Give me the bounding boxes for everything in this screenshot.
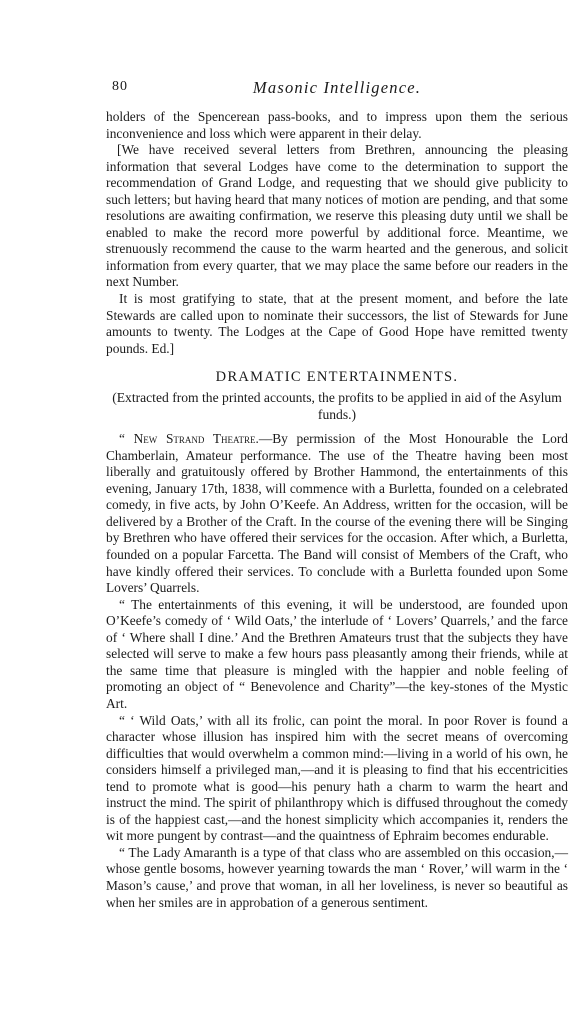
page-header [106, 78, 568, 102]
editor-note-paragraph: [We have received several letters from Brethren, announcing the pleasing information that several Lodges have come to the determination to support the recommendation of Grand Lodge, and requesting that we should give publicity to such letters; but having heard that many notices of motion are pending, and that some resolutions are awaiting confirmation, we reserve this pleasing duty until we shall be enabled to make the record more powerful by additional force. Meantime, we strenuously recommend the cause to the warm hearted and the generous, and solicit information from every quarter, that we may place the same before our readers in the next Number. [106, 142, 568, 290]
paragraph: “ ‘ Wild Oats,’ with all its frolic, can point the moral. In poor Rover is found a character whose illusion has inspired him with the secret means of overcoming difficulties that would overwhelm a common mind:—living in a world of his own, he considers himself a privileged man,—and it is pleasing to find that his eccentricities tend to promote what is good—his penury hath a charm to warm the heart and instruct the mind. The spirit of philanthropy which is diffused throughout the comedy is of the happiest cast,—and the honest simplicity which accompanies it, renders the wit more pungent by contrast—and the quaintness of Ephraim becomes endurable. [106, 712, 568, 844]
running-title: Masonic Intelligence. [252, 78, 422, 97]
editor-note-paragraph: It is most gratifying to state, that at the present moment, and before the late Stewards are called upon to nominate their successors, the list of Stewards for June amounts to twenty. The Lodges at the Cape of Good Hope have remitted twenty pounds. Ed.] [106, 291, 568, 356]
section-subtitle: (Extracted from the printed accounts, the profits to be applied in aid of the Asylum funds.) [112, 390, 562, 422]
paragraph-text: —By permission of the Most Honourable the Lord Chamberlain, Amateur performance. The use of the Theatre having been most liberally and gratuitously offered by Brother Hammond, the entertainments of this evening, January 17th, 1838, will commence with a Burletta, founded on a celebrated comedy, in five acts, by John O’Keefe. An Address, written for the occasion, will be delivered by a Brother of the Craft. In the course of the evening there will be Singing by Brethren who have offered their services for the occasion. After which, a Burletta, founded on a popular Farcetta. The Band will consist of Members of the Craft, who have kindly offered their services. To conclude with a Burletta founded upon Some Lovers’ Quarrels. [106, 431, 568, 596]
paragraph: “ The entertainments of this evening, it will be understood, are founded upon O’Keefe’s comedy of ‘ Wild Oats,’ the interlude of ‘ Lovers’ Quarrels,’ and the farce of ‘ Where shall I dine.’ And the Brethren Amateurs trust that the subjects they have selected will serve to make a few hours pass pleasantly among their friends, while at the same time that pleasure is mingled with the happier and noble feeling of promoting an object of “ Benevolence and Charity”—the key-stones of the Mystic Art. [106, 596, 568, 711]
paragraph [106, 431, 568, 596]
paragraph: “ The Lady Amaranth is a type of that class who are assembled on this occasion,—whose gentle bosoms, however yearning towards the man ‘ Rover,’ will warm in the ‘ Mason’s cause,’ and prove that woman, in all her loveliness, is never so beautiful as when her smiles are in approbation of a generous sentiment. [106, 844, 568, 910]
document-page [106, 78, 568, 911]
paragraph-lead: “ New Strand Theatre. [119, 431, 259, 447]
paragraph: holders of the Spencerean pass-books, and to impress upon them the serious inconvenience and loss which were apparent in their delay. [106, 109, 568, 141]
section-title: DRAMATIC ENTERTAINMENTS. [215, 369, 459, 386]
intro-text [106, 109, 568, 357]
section-body [106, 431, 568, 911]
page-number: 80 [112, 79, 128, 94]
